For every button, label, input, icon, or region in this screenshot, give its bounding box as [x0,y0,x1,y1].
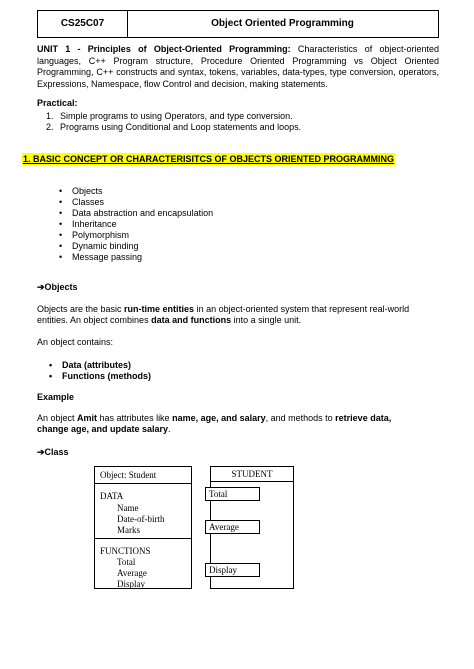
object-diagram [94,466,192,589]
function-item: Total [117,557,136,567]
function-item: Display [117,579,145,589]
class-title: STUDENT [231,469,273,479]
list-item: • Data abstraction and encapsulation [72,208,213,218]
list-item: • Classes [72,197,104,207]
method-box: Total [205,487,260,501]
example-paragraph: An object Amit has attributes like name, age, and salary, and methods to retrieve data, change age, and update salary. [37,413,392,434]
practical-number: 1. [46,111,54,121]
divider [95,483,191,484]
data-item: Marks [117,525,140,535]
list-item: • Dynamic binding [72,241,139,251]
method-box: Display [205,563,260,577]
practical-title: Practical: [37,98,78,108]
list-item: • Inheritance [72,219,117,229]
header-table [37,10,439,38]
list-item: • Message passing [72,252,142,262]
objects-heading: ➔Objects [37,282,78,292]
data-item: Name [117,503,139,513]
unit-heading: UNIT 1 - Principles of Object-Oriented Programming: [37,44,291,54]
data-item: Date-of-birth [117,514,165,524]
object-title: Object: Student [100,470,157,480]
practical-item [46,111,293,121]
course-code: CS25C07 [38,11,128,37]
practical-number: 2. [46,122,54,132]
divider [95,538,191,539]
class-heading: ➔Class [37,447,69,457]
method-box: Average [205,520,260,534]
functions-label: FUNCTIONS [100,546,151,556]
unit-text: Characteristics of object-oriented languages, C++ Program structure, Procedure Oriented Programming vs Object Oriented Programming, C++ constructs and syntax, tokens, variables, data-types, type conversion, operators, Expressions, Namespace, flow Control and decision, making statements. [37,44,440,89]
course-title: Object Oriented Programming [211,18,354,29]
list-item: • Polymorphism [72,230,129,240]
objects-contains: An object contains: [37,337,114,347]
objects-paragraph: Objects are the basic run-time entities in an object-oriented system that represent real-world entities. An object combines data and functions into a single unit. [37,304,410,325]
arrow-icon: ➔ [37,447,45,457]
list-item: • Functions (methods) [62,371,151,381]
arrow-icon: ➔ [37,282,45,292]
practical-item [46,122,301,132]
practical-text: Simple programs to using Operators, and type conversion. [60,111,293,121]
data-label: DATA [100,491,124,501]
unit-description [37,44,439,90]
divider [211,481,293,482]
function-item: Average [117,568,147,578]
section-heading: 1. BASIC CONCEPT OR CHARACTERISITCS OF OBJECTS ORIENTED PROGRAMMING [23,154,395,164]
list-item: • Objects [72,186,103,196]
list-item: • Data (attributes) [62,360,131,370]
practical-text: Programs using Conditional and Loop statements and loops. [60,122,302,132]
example-heading: Example [37,392,75,402]
